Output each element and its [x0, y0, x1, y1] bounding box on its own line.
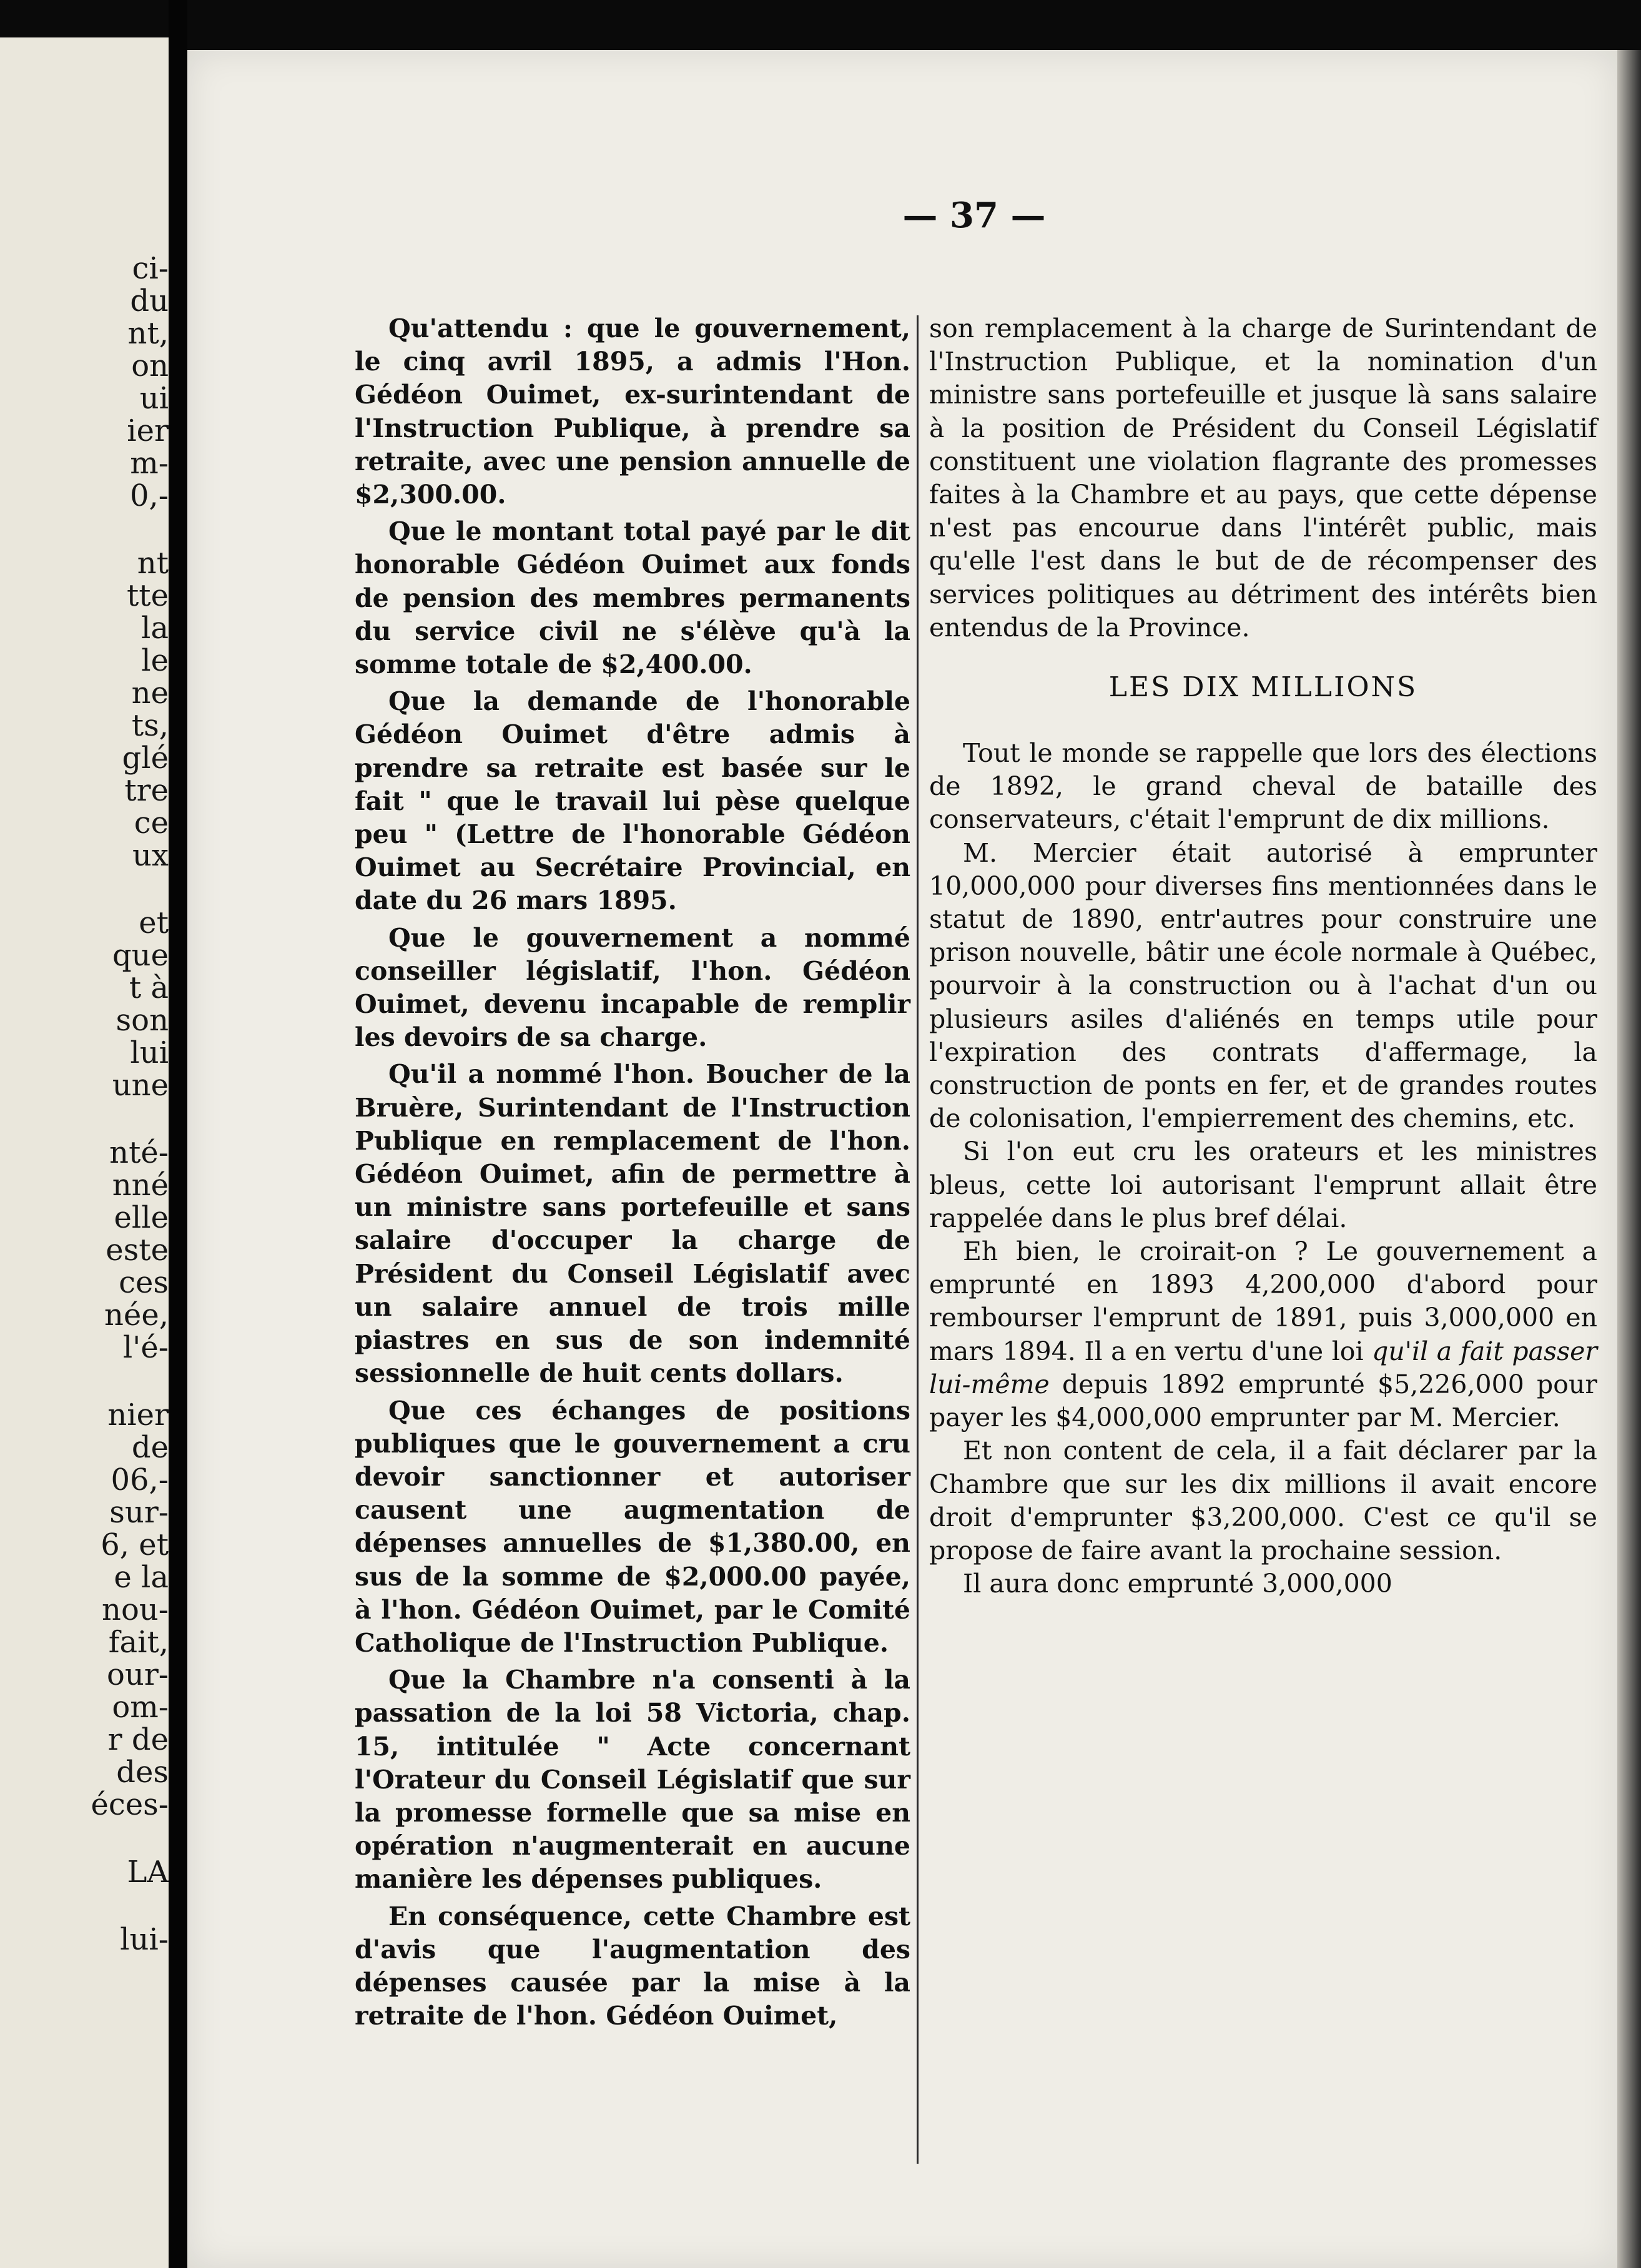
previous-page-line: 0,- — [129, 478, 169, 513]
previous-page-line: ce — [134, 806, 169, 841]
paragraph: Et non content de cela, il a fait déclarer par la Chambre que sur les dix millions il avait encore droit d'emprunter $3,200,000. C'est ce qu'il se propose de faire avant la prochaine session. — [929, 1436, 1597, 1565]
section-heading: LES DIX MILLIONS — [1108, 671, 1418, 704]
previous-page-line: elle — [114, 1200, 169, 1235]
previous-page-line: sur- — [109, 1495, 169, 1530]
paragraph: Si l'on eut cru les orateurs et les ministres bleus, cette loi autorisant l'emprunt allait être rappelée dans le plus bref délai. — [929, 1136, 1597, 1233]
previous-page-line: 06,- — [111, 1462, 169, 1497]
previous-page-line: nt, — [127, 316, 169, 351]
previous-page-line: ne — [131, 676, 169, 711]
previous-page-line: nné — [112, 1168, 169, 1203]
paragraph: Que la Chambre n'a consenti à la passation de la loi 58 Victoria, chap. 15, intitulée " Acte concernant l'Orateur du Conseil Législatif que sur la promesse formelle que sa mise en opération n'augmenterait en aucune manière les dépenses publiques. — [355, 1665, 910, 1895]
previous-page-line: éces- — [91, 1787, 169, 1822]
previous-page-line: et — [139, 905, 169, 940]
previous-page-line: t à — [129, 970, 169, 1005]
paragraph: Il aura donc emprunté 3,000,000 — [963, 1569, 1392, 1599]
page — [187, 50, 1617, 2268]
previous-page-line: este — [106, 1233, 169, 1268]
paragraph — [929, 1235, 1597, 1434]
page-edge-shadow — [1617, 50, 1641, 2268]
book-spine — [169, 0, 187, 2268]
previous-page-line: des — [116, 1755, 169, 1790]
previous-page-line: tte — [127, 578, 169, 613]
previous-page-line: le — [141, 643, 169, 678]
previous-page-line: lui — [130, 1035, 169, 1070]
previous-page-line: ci- — [132, 251, 169, 286]
previous-page-line: ux — [132, 838, 169, 873]
previous-page-line: du — [130, 284, 169, 318]
previous-page-line: la — [141, 611, 169, 646]
paragraph: Qu'attendu : que le gouvernement, le cinq avril 1895, a admis l'Hon. Gédéon Ouimet, ex-surintendant de l'Instruction Publique, à prendre sa retraite, avec une pension annuelle de $2,300.00. — [355, 313, 910, 510]
previous-page-line: om- — [112, 1690, 169, 1725]
paragraph: Qu'il a nommé l'hon. Boucher de la Bruère, Surintendant de l'Instruction Publique en remplacement de l'hon. Gédéon Ouimet, afin de permettre à un ministre sans portefeuille et sans salaire d'occuper la charge de Président du Conseil Législatif avec un salaire annuel de trois mille piastres en sus de son indemnité sessionnelle de huit cents dollars. — [355, 1059, 910, 1389]
previous-page-line: m- — [130, 446, 169, 481]
paragraph: En conséquence, cette Chambre est d'avis que l'augmentation des dépenses causée par la mise à la retraite de l'hon. Gédéon Ouimet, — [355, 1901, 910, 2031]
previous-page-line: ces — [119, 1265, 169, 1300]
previous-page-line: ui — [139, 381, 169, 416]
previous-page-line: lui- — [120, 1922, 169, 1957]
previous-page-line: r de — [107, 1722, 169, 1757]
text-run: depuis 1892 emprunté $5,226,000 pour payer les $4,000,000 emprunter par M. Mercier. — [929, 1369, 1597, 1433]
previous-page-line: née, — [104, 1298, 169, 1333]
previous-page-line: de — [131, 1430, 169, 1465]
previous-page-line: son — [116, 1003, 169, 1038]
paragraph: Tout le monde se rappelle que lors des élections de 1892, le grand cheval de bataille des conservateurs, c'était l'emprunt de dix millions. — [929, 738, 1597, 835]
paragraph: M. Mercier était autorisé à emprunter 10,000,000 pour diverses fins mentionnées dans le statut de 1890, entr'autres pour construire une prison nouvelle, bâtir une école normale à Québec, pourvoir à la construction ou à l'achat d'un ou plusieurs asiles d'aliénés en temps utile pour l'expiration des contrats d'affermage, la construction de ponts en fer, et de grandes routes de colonisation, l'empierrement des chemins, etc. — [929, 837, 1597, 1134]
previous-page-line: tre — [124, 773, 169, 808]
previous-page-line: our- — [107, 1657, 169, 1692]
previous-page-line: ts, — [131, 708, 169, 743]
paragraph-continuation: son remplacement à la charge de Surintendant de l'Instruction Publique, et la nomination d'un ministre sans portefeuille et jusque là sans salaire à la position de Président du Conseil Législatif constituent une violation flagrante des promesses faites à la Chambre et au pays, que cette dépense n'est pas encourue dans l'intérêt public, mais qu'elle l'est dans le but de de récompenser des services politiques au détriment des intérêts bien entendus de la Province. — [929, 313, 1597, 643]
italic-text: qu'il a fait passer lui-même — [929, 1336, 1597, 1399]
previous-page-line: fait, — [108, 1625, 169, 1660]
left-column — [355, 312, 910, 2033]
previous-page-line: LA — [127, 1855, 169, 1890]
previous-page-line: que — [112, 938, 169, 973]
previous-page-line: nté- — [109, 1135, 169, 1170]
previous-page-line: nou- — [102, 1592, 169, 1627]
previous-page-line: l'é- — [122, 1330, 169, 1365]
previous-page-line: nt — [137, 546, 169, 581]
right-column — [929, 312, 1597, 1600]
column-divider — [917, 315, 919, 2164]
previous-page-line: on — [131, 348, 169, 383]
text-run: Eh bien, le croirait-on ? Le gouvernement a emprunté en 1893 4,200,000 d'abord pour rembourser l'emprunt de 1891, puis 3,000,000 en mars 1894. Il a en vertu d'une loi — [929, 1236, 1597, 1366]
page-number: — 37 — — [902, 195, 1046, 236]
previous-page-line: glé — [122, 741, 169, 776]
paragraph: Que le montant total payé par le dit honorable Gédéon Ouimet aux fonds de pension des membres permanents du service civil ne s'élève qu'à la somme totale de $2,400.00. — [355, 516, 910, 680]
paragraph: Que ces échanges de positions publiques que le gouvernement a cru devoir sanctionner et autoriser causent une augmentation de dépenses annuelles de $1,380.00, en sus de la somme de $2,000.00 payée, à l'hon. Gédéon Ouimet, par le Comité Catholique de l'Instruction Publique. — [355, 1395, 910, 1658]
previous-page-line: une — [112, 1068, 169, 1103]
previous-page-fragment — [0, 37, 169, 2268]
previous-page-line: nier — [107, 1398, 169, 1432]
previous-page-line: 6, et — [101, 1527, 169, 1562]
previous-page-line: ier — [127, 413, 169, 448]
previous-page-line: e la — [114, 1560, 169, 1595]
paragraph: Que la demande de l'honorable Gédéon Ouimet d'être admis à prendre sa retraite est basée sur le fait " que le travail lui pèse quelque peu " (Lettre de l'honorable Gédéon Ouimet au Secrétaire Provincial, en date du 26 mars 1895. — [355, 686, 910, 916]
paragraph: Que le gouvernement a nommé conseiller législatif, l'hon. Gédéon Ouimet, devenu incapable de remplir les devoirs de sa charge. — [355, 922, 910, 1053]
